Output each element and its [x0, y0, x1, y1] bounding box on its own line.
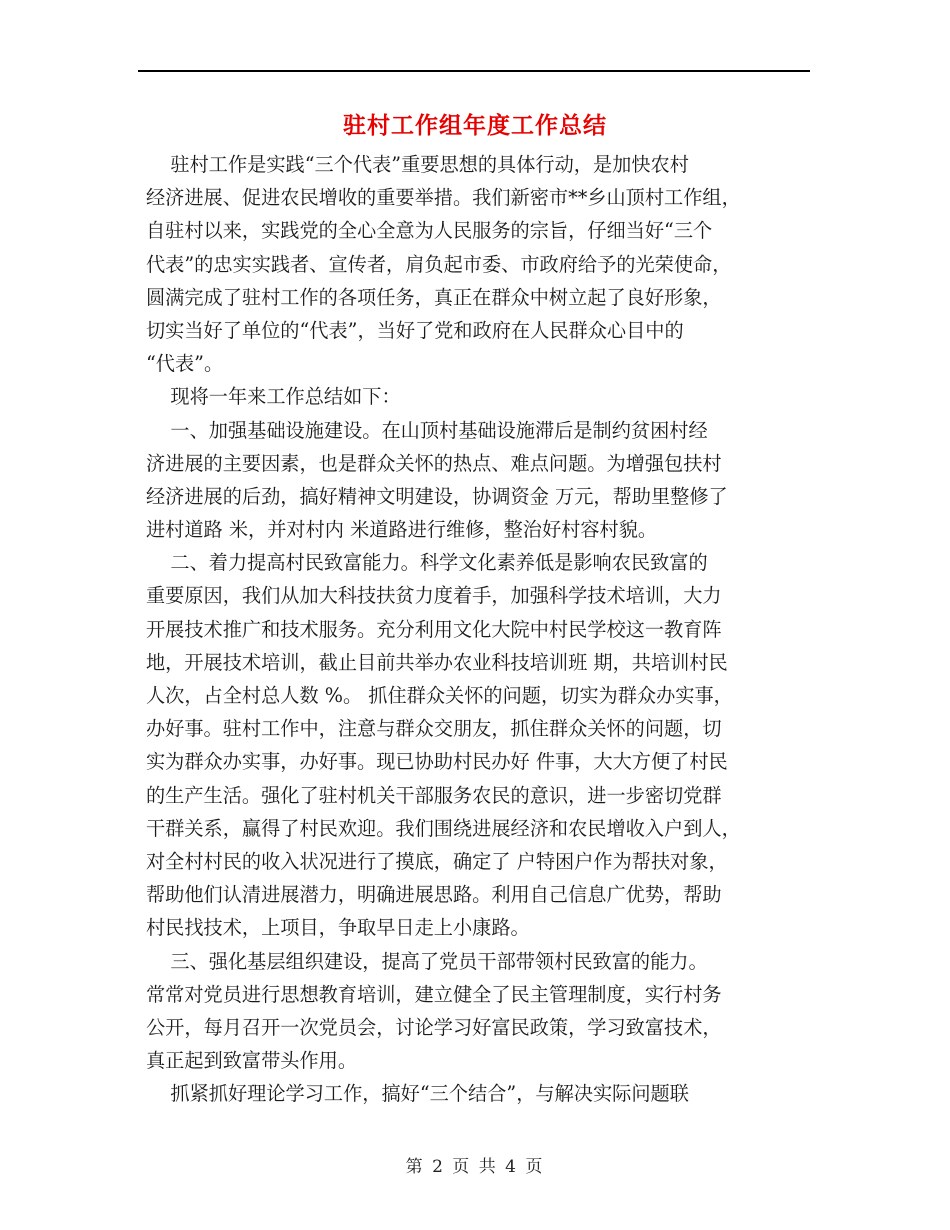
body-line: 真正起到致富带头作用。	[146, 1049, 358, 1073]
body-line: 地，开展技术培训，截止目前共举办农业科技培训班 期，共培训村民	[146, 650, 728, 674]
header-rule	[138, 70, 810, 72]
body-line: 村民找技术，上项目，争取早日走上小康路。	[146, 916, 530, 940]
document-body	[146, 148, 810, 1110]
body-line: 经济进展、促进农民增收的重要举措。我们新密市**乡山顶村工作组，	[146, 186, 741, 210]
document-title: 驻村工作组年度工作总结	[343, 112, 607, 139]
body-line: 干群关系，赢得了村民欢迎。我们围绕进展经济和农民增收入户到人，	[146, 816, 741, 840]
body-line: 二、着力提高村民致富能力。科学文化素养低是影响农民致富的	[146, 551, 708, 575]
body-line: 三、强化基层组织建设，提高了党员干部带领村民致富的能力。	[146, 949, 708, 973]
page-number: 第 2 页 共 4 页	[405, 1157, 545, 1177]
body-line: 办好事。驻村工作中，注意与群众交朋友，抓住群众关怀的问题，切	[146, 717, 722, 741]
body-line: 常常对党员进行思想教育培训，建立健全了民主管理制度，实行村务	[146, 982, 722, 1006]
body-line: 帮助他们认清进展潜力，明确进展思路。利用自己信息广优势，帮助	[146, 883, 722, 907]
body-line: 圆满完成了驻村工作的各项任务，真正在群众中树立起了良好形象，	[146, 285, 722, 309]
body-line: 人次，占全村总人数 %。 抓住群众关怀的问题，切实为群众办实事，	[146, 684, 733, 707]
body-line: 开展技术推广和技术服务。充分利用文化大院中村民学校这一教育阵	[146, 617, 722, 641]
body-line: 进村道路 米，并对村内 米道路进行维修，整治好村容村貌。	[146, 518, 658, 542]
body-line: 切实当好了单位的“代表”，当好了党和政府在人民群众心目中的	[146, 318, 684, 342]
body-line: “代表”。	[146, 352, 224, 376]
body-line: 济进展的主要因素，也是群众关怀的热点、难点问题。为增强包扶村	[146, 451, 722, 475]
body-line: 经济进展的后劲，搞好精神文明建设，协调资金 万元，帮助里整修了	[146, 484, 728, 508]
body-line: 抓紧抓好理论学习工作，搞好“三个结合”，与解决实际问题联	[146, 1082, 689, 1106]
body-line: 现将一年来工作总结如下：	[146, 385, 401, 409]
body-line: 对全村村民的收入状况进行了摸底，确定了 户特困户作为帮扶对象，	[146, 849, 728, 873]
body-line: 代表”的忠实实践者、宣传者，肩负起市委、市政府给予的光荣使命，	[146, 252, 732, 276]
body-line: 公开，每月召开一次党员会，讨论学习好富民政策，学习致富技术，	[146, 1015, 722, 1039]
body-line: 驻村工作是实践“三个代表”重要思想的具体行动，是加快农村	[146, 153, 689, 176]
body-line: 一、加强基础设施建设。在山顶村基础设施滞后是制约贫困村经	[146, 418, 708, 442]
body-line: 自驻村以来，实践党的全心全意为人民服务的宗旨，仔细当好“三个	[146, 219, 713, 243]
body-line: 重要原因，我们从加大科技扶贫力度着手，加强科学技术培训，大力	[146, 584, 722, 608]
body-line: 实为群众办实事，办好事。现已协助村民办好 件事，大大方便了村民	[146, 750, 728, 774]
body-line: 的生产生活。强化了驻村机关干部服务农民的意识，进一步密切党群	[146, 783, 722, 807]
